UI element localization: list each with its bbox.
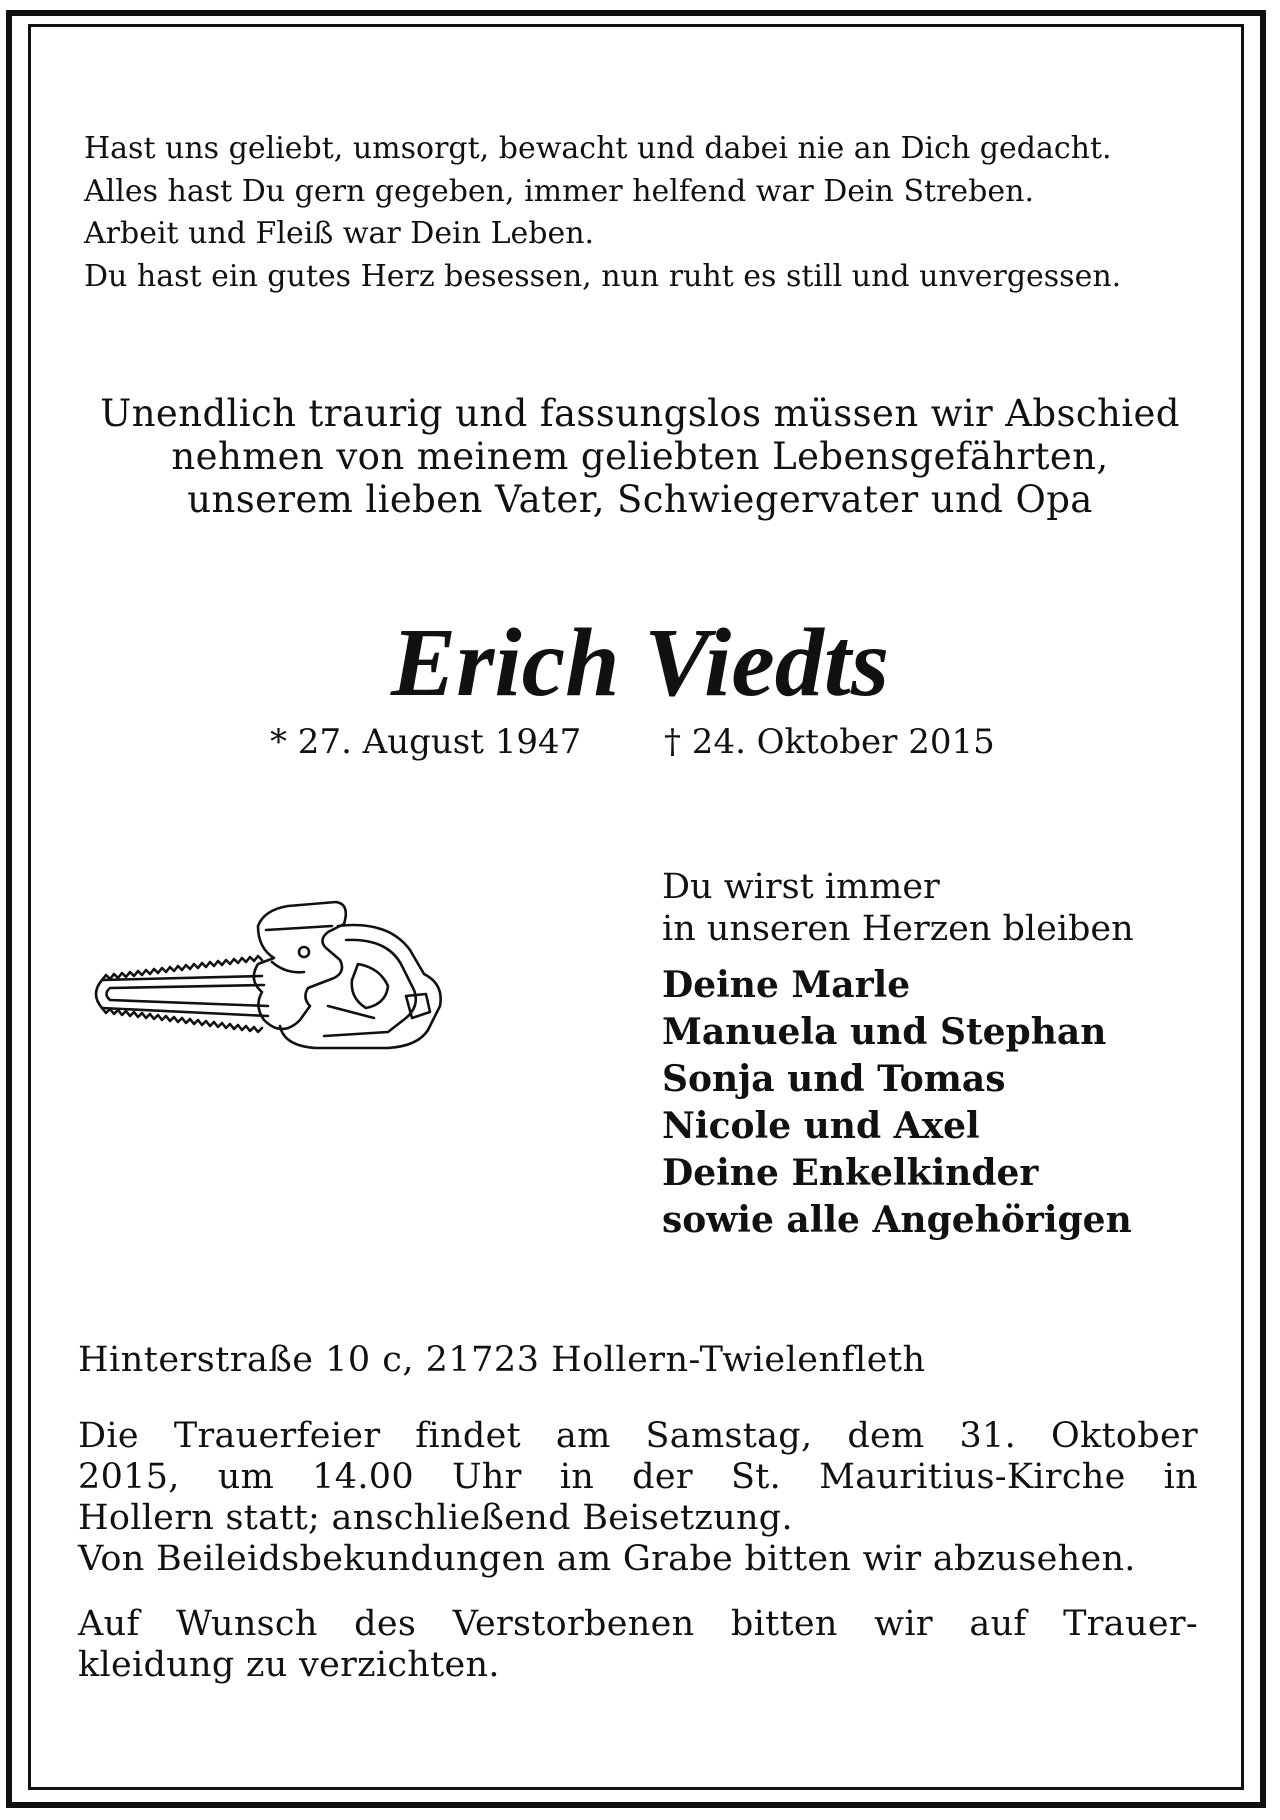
attire-line: kleidung zu verzichten. [78,1645,500,1685]
mourner-name: Deine Enkelkinder [662,1152,1039,1194]
service-line: Die Trauerfeier findet am Samstag, dem 31. Oktober [78,1416,1198,1456]
farewell-line: in unseren Herzen bleiben [662,909,1134,949]
mourning-attire-notice [78,1604,1198,1686]
attire-line: Auf Wunsch des Verstorbenen bitten wir auf Trauer- [78,1604,1198,1644]
poem [84,128,1204,298]
service-line: Von Beileidsbekundungen am Grabe bitten wir abzusehen. [78,1539,1136,1579]
poem-line: Arbeit und Fleiß war Dein Leben. [84,216,595,251]
service-line: Hollern statt; anschließend Beisetzung. [78,1498,793,1538]
death-date: † 24. Oktober 2015 [664,722,995,762]
deceased-name: Erich Viedts [390,609,890,717]
life-dates [0,722,1280,768]
service-line: 2015, um 14.00 Uhr in der St. Mauritius-Kirche in [78,1457,1198,1497]
mourner-name: Manuela und Stephan [662,1011,1107,1053]
poem-line: Du hast ein gutes Herz besessen, nun ruht es still und unvergessen. [84,258,1122,294]
birth-date: * 27. August 1947 [270,722,582,762]
mourner-name: Deine Marle [662,964,911,1006]
family-address: Hinterstraße 10 c, 21723 Hollern-Twielenfleth [78,1340,926,1380]
mourners-list [662,962,1132,1244]
announcement-text [70,392,1210,521]
farewell-line: Du wirst immer [662,867,940,907]
funeral-service-notice [78,1416,1198,1580]
mourner-name: sowie alle Angehörigen [662,1199,1132,1241]
announcement-line: unserem lieben Vater, Schwiegervater und Opa [187,478,1093,521]
announcement-line: Unendlich traurig und fassungslos müssen wir Abschied [100,392,1180,435]
announcement-line: nehmen von meinem geliebten Lebensgefährten, [171,435,1109,478]
chainsaw-icon [88,888,468,1078]
farewell-text [662,866,1134,950]
mourner-name: Sonja und Tomas [662,1058,1006,1100]
poem-line: Hast uns geliebt, umsorgt, bewacht und dabei nie an Dich gedacht. [84,131,1112,166]
mourner-name: Nicole und Axel [662,1105,980,1147]
poem-line: Alles hast Du gern gegeben, immer helfend war Dein Streben. [84,173,1034,209]
